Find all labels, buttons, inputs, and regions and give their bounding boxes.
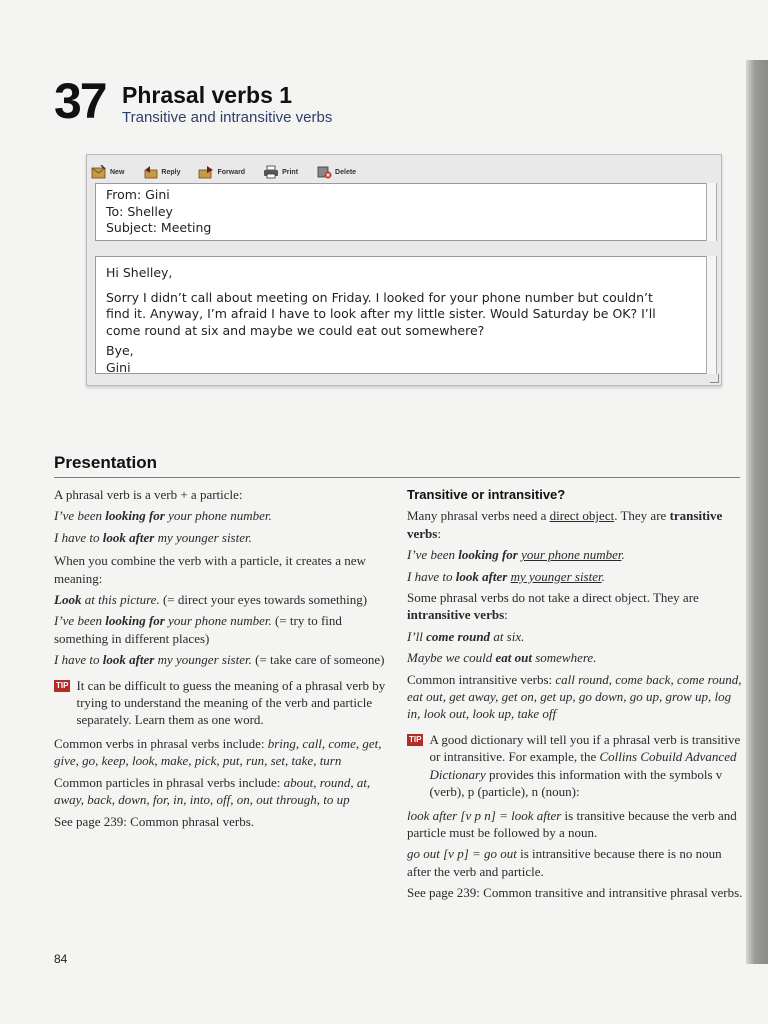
email-message: Sorry I didn’t call about meeting on Friday. I looked for your phone number but couldn’t find it. Anyway, I’m afraid I have to look after my little sister. Would Saturday be OK? I’ll come round at six and maybe we could eat out somewhere?: [106, 289, 656, 338]
printer-icon: [263, 165, 279, 179]
page-edge-shadow: [746, 60, 768, 964]
common-verbs: Common verbs in phrasal verbs include: bring, call, come, get, give, go, keep, look, make, pick, put, run, set, take, turn: [54, 735, 382, 769]
tip-badge: TIP: [409, 734, 422, 744]
transitive-example-2: I have to look after my younger sister.: [407, 568, 605, 584]
email-toolbar: [91, 161, 356, 183]
email-body: [95, 256, 709, 374]
section-divider: [54, 477, 740, 478]
combine-text: When you combine the verb with a particle, it creates a new meaning:: [54, 553, 366, 586]
reply-label: Reply: [161, 168, 181, 176]
forward-label: Forward: [217, 168, 246, 176]
email-window: [86, 154, 722, 386]
intransitive-intro: Some phrasal verbs do not take a direct object. They are intransitive verbs:: [407, 590, 699, 623]
transitive-example-1: I’ve been looking for your phone number.: [407, 547, 625, 563]
tip-text: It can be difficult to guess the meaning of a phrasal verb by trying to understand the meaning of the verb and particle separately. Learn them as one word.: [76, 677, 386, 728]
forward-button[interactable]: [198, 165, 245, 179]
email-greeting: Hi Shelley,: [106, 265, 173, 280]
new-message-icon: [91, 165, 107, 179]
print-button[interactable]: [263, 165, 298, 179]
transitive-heading: Transitive or intransitive?: [407, 487, 566, 502]
dictionary-tip-text: A good dictionary will tell you if a phrasal verb is transitive or intransitive. For example, the Collins Cobuild Advanced Dictionary provides this information with the symbols v (verb), p (particle), n (noun):: [429, 731, 741, 800]
see-page-reference: See page 239: Common transitive and intransitive phrasal verbs.: [407, 885, 743, 901]
rule-transitive: look after [v p n] = look after is transitive because the verb and particle must be followed by a noun.: [407, 807, 737, 840]
intransitive-example-2: Maybe we could eat out somewhere.: [407, 650, 597, 666]
reply-button[interactable]: [142, 165, 180, 179]
example-3: Look at this picture. (= direct your eyes towards something): [54, 592, 368, 608]
delete-icon: [316, 165, 332, 179]
tip-box: [54, 677, 392, 729]
unit-title: Phrasal verbs 1: [122, 82, 293, 108]
email-signoff: Bye,: [106, 343, 134, 358]
dictionary-tip-box: [407, 731, 745, 801]
intro-text: A phrasal verb is a verb + a particle:: [54, 487, 243, 502]
intransitive-example-1: I’ll come round at six.: [407, 628, 525, 644]
delete-button[interactable]: [316, 165, 356, 179]
subject-field: Subject: Meeting: [106, 220, 212, 235]
rule-intransitive: go out [v p] = go out is intransitive because there is no noun after the verb and particle.: [407, 846, 722, 879]
from-field: From: Gini: [106, 187, 170, 202]
see-page-reference: See page 239: Common phrasal verbs.: [54, 813, 255, 829]
forward-icon: [198, 165, 214, 179]
delete-label: Delete: [335, 168, 357, 176]
new-button[interactable]: [91, 165, 124, 179]
page-number: 84: [54, 952, 68, 966]
example-1: I’ve been looking for your phone number.: [54, 508, 272, 524]
section-title: Presentation: [54, 453, 157, 472]
email-signature: Gini: [106, 359, 131, 375]
header-scrollbar[interactable]: [706, 183, 717, 241]
print-label: Print: [282, 168, 299, 176]
example-5: I have to look after my younger sister. (= take care of someone): [54, 652, 385, 668]
body-scrollbar[interactable]: [706, 256, 717, 374]
resize-grip-icon[interactable]: [710, 374, 719, 383]
left-column: [54, 486, 392, 834]
reply-icon: [142, 165, 158, 179]
to-field: To: Shelley: [106, 203, 173, 219]
tip-badge: TIP: [56, 680, 69, 690]
example-2: I have to look after my younger sister.: [54, 529, 252, 545]
common-intransitive-verbs: Common intransitive verbs: call round, come back, come round, eat out, get away, get on, get up, go down, go up, grow up, log in, look out, look up, take off: [407, 671, 742, 722]
transitive-intro: Many phrasal verbs need a direct object. They are transitive verbs:: [407, 508, 723, 541]
common-particles: Common particles in phrasal verbs include: about, round, at, away, back, down, for, in, into, off, on, out through, to up: [54, 774, 371, 808]
unit-number: 37: [54, 73, 106, 129]
email-header-fields: [95, 183, 709, 241]
example-4: I’ve been looking for your phone number. (= try to find something in different places): [54, 613, 342, 646]
unit-subtitle: Transitive and intransitive verbs: [122, 109, 333, 126]
new-label: New: [110, 168, 125, 176]
right-column: [407, 486, 745, 906]
